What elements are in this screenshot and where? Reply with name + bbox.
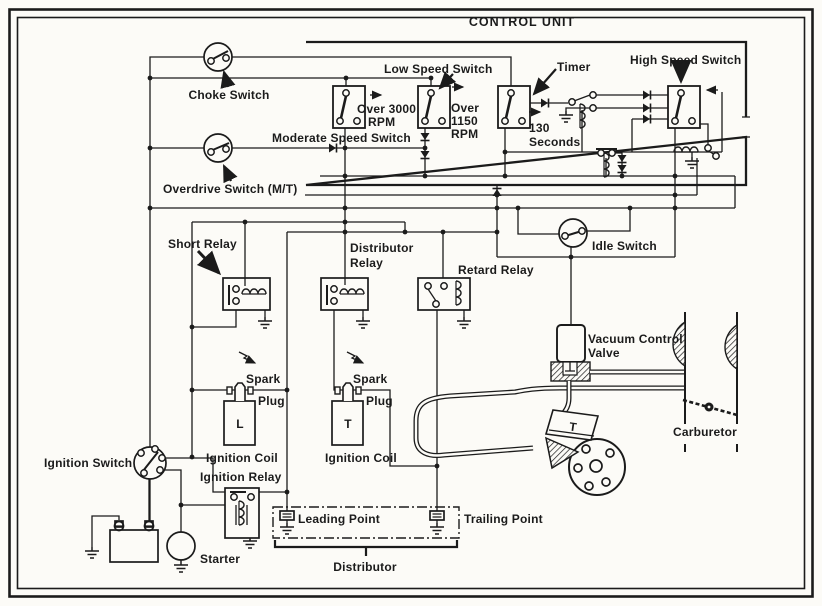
choke-label-arrow — [224, 72, 228, 87]
high-speed-switch-icon — [668, 86, 700, 128]
ignition-relay-icon — [225, 488, 259, 538]
ignition-coil-left-icon — [224, 383, 255, 445]
timer-delay-line2: Seconds — [529, 135, 581, 149]
retard-relay-label: Retard Relay — [458, 263, 534, 277]
ignition-relay-label: Ignition Relay — [200, 470, 282, 484]
short-relay-icon — [223, 278, 270, 310]
low-threshold-line2: 1150 — [451, 114, 478, 128]
coil-marking-right: T — [344, 417, 352, 431]
distributor-label: Distributor — [333, 560, 397, 574]
high-speed-switch-label: High Speed Switch — [630, 53, 742, 67]
timer-label: Timer — [557, 60, 591, 74]
timer-delay-line1: 130 — [529, 121, 550, 135]
low-speed-switch-label: Low Speed Switch — [384, 62, 493, 76]
overdrive-label-arrow — [224, 166, 231, 181]
ignition-coil-left-label: Ignition Coil — [206, 451, 278, 465]
distributor-relay-label-line2: Relay — [350, 256, 384, 270]
leading-point-icon — [280, 511, 294, 520]
page-title: CONTROL UNIT — [468, 15, 576, 29]
low-threshold-line1: Over — [451, 101, 480, 115]
leading-point-label: Leading Point — [298, 512, 380, 526]
short-relay-label: Short Relay — [168, 237, 237, 251]
overdrive-switch-icon — [204, 134, 232, 162]
control-unit-gap-ticks — [742, 117, 750, 137]
starter-icon — [167, 532, 195, 560]
spark-label-left: Spark — [246, 372, 281, 386]
short-relay-label-arrow — [198, 251, 219, 273]
ignition-coil-right-icon — [332, 383, 363, 445]
distributor-body-icon — [546, 410, 625, 495]
choke-switch-icon — [204, 43, 232, 71]
timer-switch-icon — [498, 86, 530, 128]
starter-label: Starter — [200, 552, 241, 566]
advance-flag-marking: T — [568, 419, 578, 435]
ignition-coil-right-label: Ignition Coil — [325, 451, 397, 465]
overdrive-switch-label: Overdrive Switch (M/T) — [163, 182, 298, 196]
distributor-bracket — [275, 540, 457, 556]
vacuum-valve-label-line1: Vacuum Control — [588, 332, 683, 346]
moderate-threshold-line1: Over 3000 — [357, 102, 417, 116]
battery-icon — [110, 521, 158, 562]
plug-label-right: Plug — [366, 394, 393, 408]
idle-switch-label: Idle Switch — [592, 239, 657, 253]
spark-arrow-right-icon — [347, 352, 363, 363]
coil-marking-left: L — [236, 417, 244, 431]
vacuum-valve-label-line2: Valve — [588, 346, 620, 360]
timer-label-arrow — [534, 69, 556, 94]
moderate-speed-switch-label: Moderate Speed Switch — [272, 131, 411, 145]
distributor-relay-icon — [321, 278, 368, 310]
retard-relay-icon — [418, 278, 470, 310]
wiring — [92, 57, 738, 561]
carburetor-label: Carburetor — [673, 425, 738, 439]
plug-label-left: Plug — [258, 394, 285, 408]
spark-label-right: Spark — [353, 372, 388, 386]
idle-switch-icon — [559, 219, 587, 247]
vacuum-control-valve-icon — [551, 325, 590, 381]
distributor-relay-label-line1: Distributor — [350, 241, 414, 255]
spark-arrow-left-icon — [239, 352, 255, 363]
trailing-point-icon — [430, 511, 444, 520]
low-threshold-line3: RPM — [451, 127, 479, 141]
ignition-switch-label: Ignition Switch — [44, 456, 133, 470]
moderate-threshold-line2: RPM — [368, 115, 396, 129]
ignition-switch-icon — [134, 446, 166, 479]
choke-switch-label: Choke Switch — [188, 88, 270, 102]
trailing-point-label: Trailing Point — [464, 512, 543, 526]
low-speed-switch-icon — [418, 86, 450, 128]
